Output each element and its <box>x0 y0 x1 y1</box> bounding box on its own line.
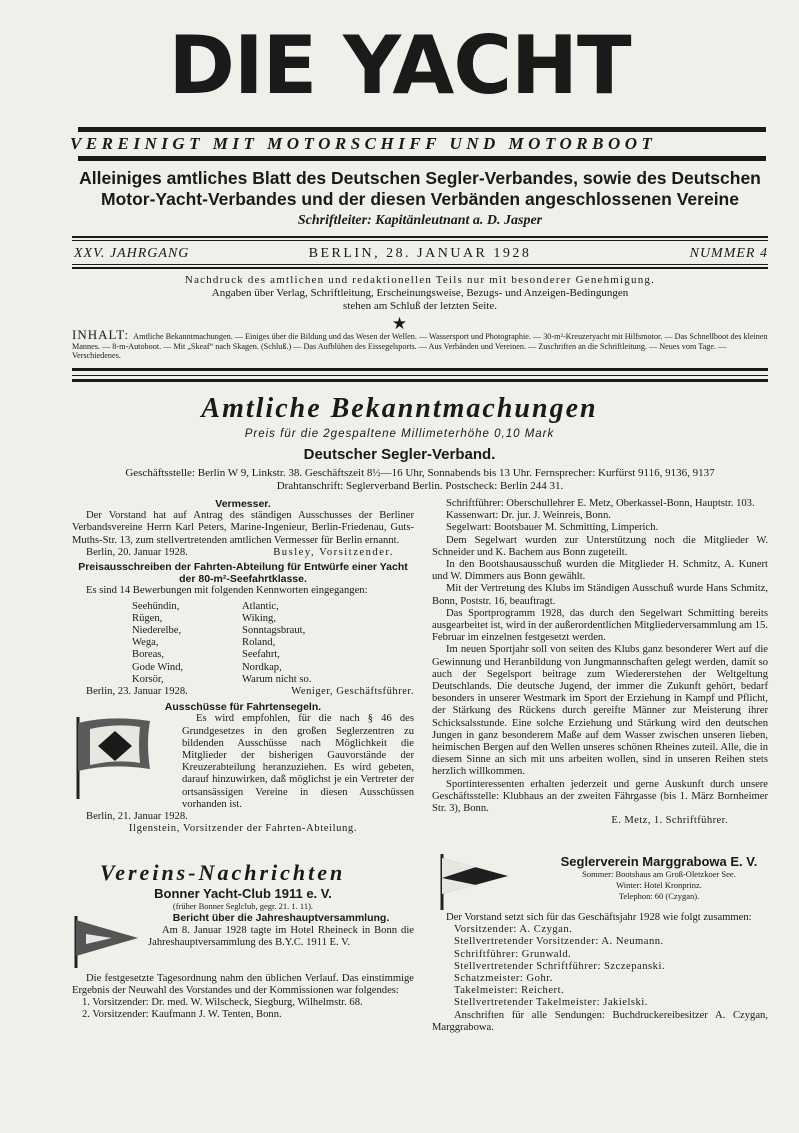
preis-sign: Weniger, Geschäftsführer. <box>291 686 414 698</box>
right-p1: Schriftführer: Oberschullehrer E. Metz, Oberkassel-Bonn, Hauptstr. 103. <box>446 498 755 509</box>
list-item: Nordkap, <box>242 661 282 673</box>
right-p5: In den Bootshausausschuß wurden die Mitglieder H. Schmitz, A. Kunert und W. Dimmers aus Bonn gewählt. <box>432 559 768 583</box>
list-item: Stellvertretender Schriftführer: Szczepanski. <box>454 960 666 972</box>
pennant-flag-icon <box>72 912 144 968</box>
byc-item1: 1. Vorsitzender: Dr. med. W. Wilscheck, Siegburg, Wilhelmstr. 68. <box>82 997 363 1009</box>
list-item: Stellvertretender Takelmeister: Jakielski. <box>454 997 648 1009</box>
issue-rule-bottom2 <box>72 267 768 269</box>
reprint-notice-line3: stehen am Schluß der letzten Seite. <box>343 300 497 312</box>
masthead-rule-bottom <box>78 156 766 161</box>
list-item: Rügen, <box>132 612 163 624</box>
section-rule-1 <box>72 368 768 371</box>
sv-line3: Telephon: 60 (Czygan). <box>618 891 700 901</box>
official-organ-line1: Alleiniges amtliches Blatt des Deutschen Segler-Verbandes, sowie des Deutschen <box>79 168 761 188</box>
byc-title: Bonner Yacht-Club 1911 e. V. <box>154 886 332 901</box>
issue-volume: XXV. JAHRGANG <box>74 246 190 261</box>
issue-number: NUMMER 4 <box>689 246 768 261</box>
right-p2: Kassenwart: Dr. jur. J. Weinreis, Bonn. <box>446 510 611 522</box>
right-p7: Das Sportprogramm 1928, das durch den Segelwart Schmitting bereits ausgearbeitet ist, wird in der außerordentlichen Mitgliederversammlung am 15. Februar im einzelnen festgesetzt werden. <box>432 607 768 644</box>
reprint-notice-line2: Angaben über Verlag, Schriftleitung, Erscheinungsweise, Bezugs- und Anzeigen-Bedingungen <box>211 287 629 299</box>
masthead-rule-top <box>78 127 766 132</box>
right-p8: Im neuen Sportjahr soll von seiten des Klubs ganz besonderer Wert auf die Gewinnung und Heranbildung von Jungmannschaften gelegt werden, damit so auch der Segelsport beitrage zum Wiedererstehen der Weltgeltung Deutschlands. Die deutsche Jugend, der immer die Zukunft gehört, bedarf besonders in unserer Westmark im Sport der Erziehung in Kampf und Pflicht, der Stärkung des Rückens durch gereifte Männer zur Meisterung ihrer Schicksalsstunde. Eine solche Erziehung und Stärkung wird den deutschen Jungen in ganz besonderem Maße auf dem Wasser zwischen unseren lieben, heimischen Bergen auf den Wellen unseres schönen Rheines zuteil. Alle, die in diesem Sinne an sich mit uns arbeiten wollen, sind in unseren Reihen stets herzlich willkommen. <box>432 644 768 778</box>
preis-heading: Preisausschreiben der Fahrten-Abteilung für Entwürfe einer Yacht der 80-m²-Seefahrtklasse. <box>78 561 408 586</box>
sv-line1: Sommer: Bootshaus am Groß-Oletzkoer See. <box>582 869 736 879</box>
preis-text: Es sind 14 Bewerbungen mit folgenden Kennworten eingegangen: <box>86 585 368 597</box>
contents-text: Amtliche Bekanntmachungen. — Einiges über die Bildung und das Wesen der Wellen. — Wassersport und Photographie. — 30-m²-Kreuzeryacht mit Hilfsmotor. — Das Schnellboot des kleinen Mannes. — 8-m-Autoboot. — Mit „Skeaf“ nach Skagen. (Schluß.) — Das Aufblühen des Eissegelsports. — Aus Verbänden und Vereinen. — Zuschriften an die Schriftleitung. — Neues vom Tage. — Verschiedenes. <box>72 332 768 360</box>
right-sign: E. Metz, 1. Schriftführer. <box>611 815 728 827</box>
list-item: Warum nicht so. <box>242 673 312 685</box>
issue-place-date: BERLIN, 28. JANUAR 1928 <box>308 246 532 261</box>
byc-former: (früher Bonner Seglclub, gegr. 21. 1. 11). <box>172 901 314 912</box>
sv-header <box>534 854 784 902</box>
right-p4: Dem Segelwart wurden zur Unterstützung noch die Mitglieder W. Schneider und K. Bachem aus Bonn zugeteilt. <box>432 534 768 558</box>
vermesser-heading: Vermesser. <box>215 498 271 510</box>
list-item: Gode Wind, <box>132 661 184 673</box>
list-item: Takelmeister: Reichert. <box>454 985 565 997</box>
right-p6: Mit der Vertretung des Klubs im Ständigen Ausschuß wurde Hans Schmitz, Bonn, Poststr. 16, beauftragt. <box>432 583 768 607</box>
star-icon: ★ <box>391 314 408 333</box>
byc-report-heading: Bericht über die Jahreshauptversammlung. <box>172 912 390 925</box>
list-item: Vorsitzender: A. Czygan. <box>454 924 573 936</box>
vermesser-text: Der Vorstand hat auf Antrag des ständigen Ausschusses der Berliner Verbandsvereine Herrn Karl Peters, Marine-Ingenieur, Berlin-Friedenau, Guts-Muths-Str. 13, zum stellvertretenden amtlichen Vermesser für Berlin ernannt. <box>72 510 414 546</box>
issue-rule-top <box>72 236 768 238</box>
list-item: Seehündin, <box>132 600 180 612</box>
list-item: Sonntagsbraut, <box>242 625 306 637</box>
list-item: Niederelbe, <box>132 625 182 637</box>
official-organ-text <box>70 168 770 210</box>
reprint-notice-line1: Nachdruck des amtlichen und redaktionellen Teils nur mit besonderer Genehmigung. <box>184 274 656 286</box>
masthead-title: DIE YACHT <box>168 19 631 112</box>
list-item: Boreas, <box>132 649 165 661</box>
list-item: Korsör, <box>132 673 164 685</box>
sv-address: Anschriften für alle Sendungen: Buchdruckereibesitzer A. Czygan, Marggrabowa. <box>432 1009 768 1033</box>
diamond-flag-icon <box>72 713 172 799</box>
vermesser-signature <box>72 547 414 559</box>
dsv-title: Deutscher Segler-Verband. <box>303 446 496 463</box>
right-p9: Sportinteressenten erhalten jederzeit und gerne Auskunft durch unsere Geschäftsstelle: Klubhaus an der zweiten Fährgasse (bis 1. März Bornheimer Str. 3), Bonn. <box>432 778 768 815</box>
sv-line2: Winter: Hotel Kronprinz. <box>616 880 702 890</box>
official-notices-heading: Amtliche Bekanntmachungen <box>201 393 598 424</box>
ausschuesse-date: Berlin, 21. Januar 1928. <box>86 811 188 823</box>
byc-item2: 2. Vorsitzender: Kaufmann J. W. Tenten, Bonn. <box>82 1009 282 1021</box>
sv-title: Seglerverein Marggrabowa E. V. <box>560 854 758 869</box>
list-item: Wega, <box>132 637 159 649</box>
list-item: Schatzmeister: Gohr. <box>454 973 553 985</box>
vermesser-date: Berlin, 20. Januar 1928. <box>86 546 188 558</box>
pennant-flag-icon <box>436 852 512 910</box>
price-line: Preis für die 2gespaltene Millimeterhöhe 0,10 Mark <box>244 428 555 440</box>
table-of-contents <box>72 327 772 361</box>
flag-diamond-graphic <box>72 713 182 811</box>
official-organ-line2: Motor-Yacht-Verbandes und der diesen Verbänden angeschlossenen Vereine <box>101 189 739 209</box>
preis-signature <box>72 686 414 698</box>
sv-flag-graphic <box>436 852 512 915</box>
byc-flag-graphic <box>72 912 148 972</box>
ausschuesse-block <box>72 713 414 811</box>
masthead-subtitle: VEREINIGT MIT MOTORSCHIFF UND MOTORBOOT <box>70 134 657 153</box>
issue-rule-bottom <box>72 264 768 265</box>
contents-label: INHALT: <box>72 327 130 342</box>
dsv-info-line2: Drahtanschrift: Seglerverband Berlin. Postscheck: Berlin 244 31. <box>276 480 564 492</box>
reprint-notice <box>80 274 760 313</box>
vereins-nachrichten-heading: Vereins-Nachrichten <box>100 860 346 885</box>
dsv-info <box>70 467 770 493</box>
list-item: Schriftführer: Grunwald. <box>454 948 572 960</box>
sv-intro: Der Vorstand setzt sich für das Geschäftsjahr 1928 wie folgt zusammen: <box>446 912 752 923</box>
left-column <box>72 498 414 835</box>
preis-date: Berlin, 23. Januar 1928. <box>86 686 188 698</box>
list-item: Roland, <box>242 637 276 649</box>
right-p3: Segelwart: Bootsbauer M. Schmitting, Limperich. <box>446 522 659 534</box>
kennworte-list <box>72 601 414 686</box>
ausschuesse-sign: Ilgenstein, Vorsitzender der Fahrten-Abteilung. <box>128 823 358 835</box>
right-column <box>432 498 768 827</box>
list-item: Seefahrt, <box>242 649 280 661</box>
byc-block <box>72 888 414 1021</box>
section-rule-2 <box>72 375 768 376</box>
sv-body <box>432 912 768 1034</box>
issue-rule-top2 <box>72 240 768 241</box>
byc-text: Die festgesetzte Tagesordnung nahm den üblichen Verlauf. Das einstimmige Ergebnis der Neuwahl des Vorstandes und der Kommissionen war folgendes: <box>72 972 414 996</box>
vermesser-sign: Busley, Vorsitzender. <box>273 546 394 558</box>
section-rule-3 <box>72 379 768 382</box>
byc-flag-report <box>72 912 414 972</box>
byc-report <box>148 912 414 972</box>
ausschuesse-text: Es wird empfohlen, für die nach § 46 des Grundgesetzes in den großen Seglerzentren zu bildenden Ausschüsse nach Möglichkeit die Mitglieder der bisherigen Gauvorstände der Kreuzerabteilung heranzuziehen. Es wird gebeten, darauf hinzuwirken, daß möglichst je ein Vertreter der ortsansässigen Vereine in diesen Ausschüssen vorhanden ist. <box>182 713 414 810</box>
byc-report-text: Am 8. Januar 1928 tagte im Hotel Rheineck in Bonn die Jahreshauptversammlung des B.Y.C. 1911 E. V. <box>148 924 414 948</box>
dsv-info-line1: Geschäftsstelle: Berlin W 9, Linkstr. 38. Geschäftszeit 8½—16 Uhr, Sonnabends bis 13 Uhr. Fernsprecher: Kurfürst 9116, 9136, 9137 <box>125 467 715 479</box>
list-item: Stellvertretender Vorsitzender: A. Neumann. <box>454 936 664 948</box>
editor-line: Schriftleiter: Kapitänleutnant a. D. Jasper <box>297 213 543 228</box>
list-item: Wiking, <box>242 612 277 624</box>
list-item: Atlantic, <box>242 600 279 612</box>
ausschuesse-heading: Ausschüsse für Fahrtensegeln. <box>164 701 322 714</box>
